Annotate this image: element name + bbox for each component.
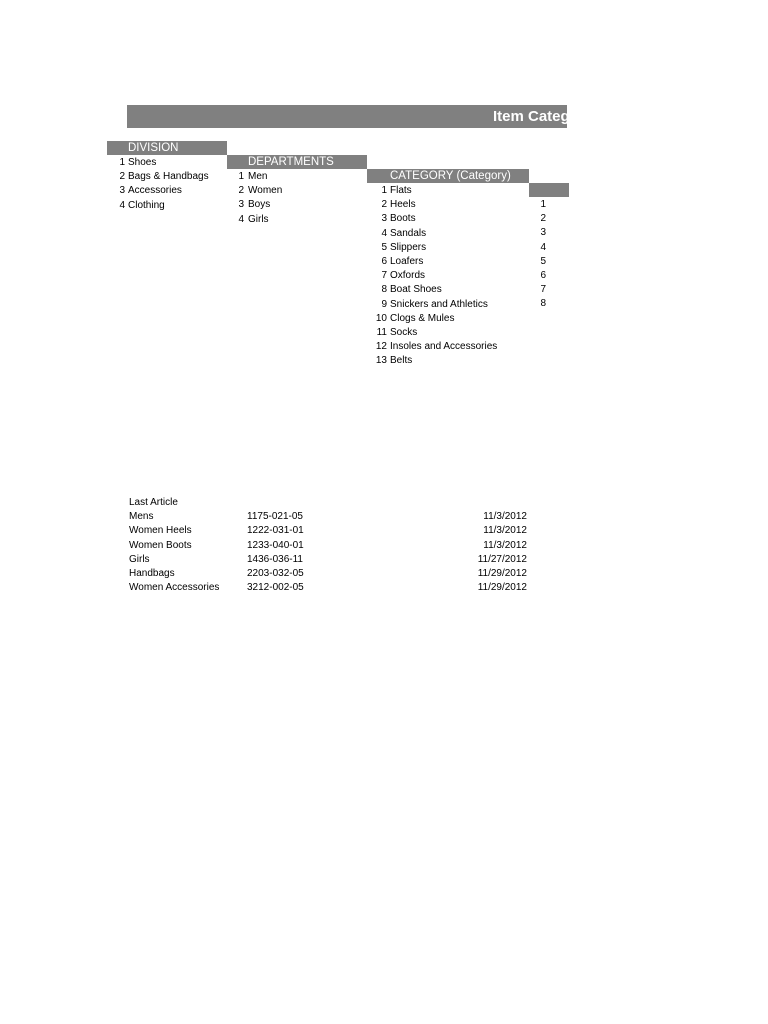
item-number: 6: [540, 269, 546, 281]
item-number: 3: [238, 199, 244, 211]
next-column-header: [529, 183, 569, 197]
item-name: Flats: [390, 185, 412, 196]
last-article-row: [127, 539, 547, 553]
item-number: 2: [119, 171, 125, 183]
item-name: Boys: [248, 199, 271, 211]
item-number: 4: [381, 227, 387, 239]
article-code: 1222-031-01: [247, 525, 304, 537]
next-column-list: [529, 198, 569, 312]
article-name: Mens: [129, 511, 154, 523]
list-item: [529, 241, 569, 255]
article-code: 1436-036-11: [247, 553, 303, 565]
title-bar: [127, 105, 594, 128]
item-name: Slippers: [390, 241, 427, 253]
list-item: [529, 212, 569, 226]
article-date: 11/3/2012: [483, 539, 527, 551]
article-code: 1175-021-05: [247, 511, 303, 523]
list-item: [367, 340, 529, 354]
list-item: [107, 184, 227, 198]
list-item: [367, 326, 529, 340]
article-date: 11/3/2012: [483, 525, 527, 537]
item-name: Oxfords: [390, 270, 426, 282]
item-number: 4: [540, 241, 546, 253]
list-item: [529, 269, 569, 283]
list-item: [367, 198, 529, 212]
article-name: Women Heels: [129, 525, 192, 537]
item-name: Insoles and Accessories: [390, 341, 498, 353]
last-article-table: [127, 496, 547, 595]
category-header-label: CATEGORY (Category): [390, 170, 511, 182]
article-code: 2203-032-05: [247, 567, 304, 579]
item-name: Shoes: [128, 157, 157, 168]
item-number: 2: [540, 213, 546, 225]
item-number: 2: [381, 199, 387, 211]
article-date: 11/29/2012: [477, 567, 527, 579]
article-date: 11/3/2012: [483, 511, 527, 523]
last-article-label-row: [127, 496, 547, 510]
item-name: Heels: [390, 199, 416, 211]
list-item: [529, 297, 569, 311]
division-header: [107, 141, 227, 155]
last-article-row: [127, 567, 547, 581]
item-name: Socks: [390, 326, 418, 338]
article-name: Girls: [129, 553, 150, 565]
last-article-label: Last Article: [129, 497, 178, 508]
article-code: 3212-002-05: [247, 582, 304, 594]
departments-list: [227, 170, 367, 227]
item-number: 3: [540, 227, 546, 239]
list-item: [227, 198, 367, 212]
list-item: [367, 354, 529, 368]
list-item: [367, 227, 529, 241]
last-article-row: [127, 553, 547, 567]
departments-header-label: DEPARTMENTS: [248, 156, 334, 168]
item-number: 2: [238, 185, 244, 197]
list-item: [227, 213, 367, 227]
list-item: [107, 199, 227, 213]
item-number: 4: [238, 213, 244, 225]
category-list: [367, 184, 529, 368]
item-name: Bags & Handbags: [128, 171, 209, 183]
list-item: [529, 283, 569, 297]
item-number: 11: [376, 326, 387, 338]
item-number: 8: [381, 284, 387, 296]
last-article-row: [127, 510, 547, 524]
article-date: 11/27/2012: [477, 553, 527, 565]
item-name: Men: [248, 171, 268, 182]
list-item: [367, 298, 529, 312]
item-number: 5: [540, 255, 546, 267]
item-name: Clogs & Mules: [390, 312, 455, 324]
division-header-label: DIVISION: [128, 142, 179, 154]
list-item: [367, 255, 529, 269]
article-date: 11/29/2012: [477, 582, 527, 594]
item-number: 1: [119, 157, 125, 168]
category-header: [367, 169, 529, 183]
list-item: [529, 255, 569, 269]
item-number: 1: [540, 199, 546, 210]
item-number: 3: [119, 185, 125, 197]
item-number: 1: [238, 171, 244, 182]
item-number: 7: [381, 270, 387, 282]
item-name: Women: [248, 185, 283, 197]
list-item: [367, 184, 529, 198]
division-list: [107, 156, 227, 213]
item-number: 9: [381, 298, 387, 310]
list-item: [107, 156, 227, 170]
item-number: 12: [375, 341, 387, 353]
item-number: 10: [375, 312, 387, 324]
departments-header: [227, 155, 367, 169]
item-name: Sandals: [390, 227, 427, 239]
article-name: Handbags: [129, 567, 175, 579]
list-item: [107, 170, 227, 184]
page-title: Item Category: [493, 108, 594, 125]
list-item: [367, 212, 529, 226]
list-item: [529, 198, 569, 212]
item-number: 5: [381, 241, 387, 253]
item-number: 13: [375, 355, 387, 367]
item-number: 6: [381, 255, 387, 267]
article-code: 1233-040-01: [247, 539, 304, 551]
item-name: Loafers: [390, 255, 424, 267]
item-number: 4: [119, 199, 125, 211]
item-name: Belts: [390, 355, 413, 367]
article-name: Women Boots: [129, 539, 192, 551]
item-number: 1: [381, 185, 387, 196]
item-name: Girls: [248, 213, 269, 225]
item-number: 8: [540, 298, 546, 310]
item-name: Boat Shoes: [390, 284, 442, 296]
list-item: [367, 312, 529, 326]
item-number: 7: [540, 284, 546, 296]
article-name: Women Accessories: [129, 582, 220, 594]
list-item: [367, 269, 529, 283]
item-name: Boots: [390, 213, 416, 225]
list-item: [227, 170, 367, 184]
item-name: Accessories: [128, 185, 182, 197]
last-article-row: [127, 581, 547, 595]
list-item: [367, 241, 529, 255]
list-item: [367, 283, 529, 297]
item-name: Snickers and Athletics: [390, 298, 488, 310]
item-name: Clothing: [128, 199, 165, 211]
last-article-row: [127, 524, 547, 538]
list-item: [529, 226, 569, 240]
item-number: 3: [381, 213, 387, 225]
list-item: [227, 184, 367, 198]
